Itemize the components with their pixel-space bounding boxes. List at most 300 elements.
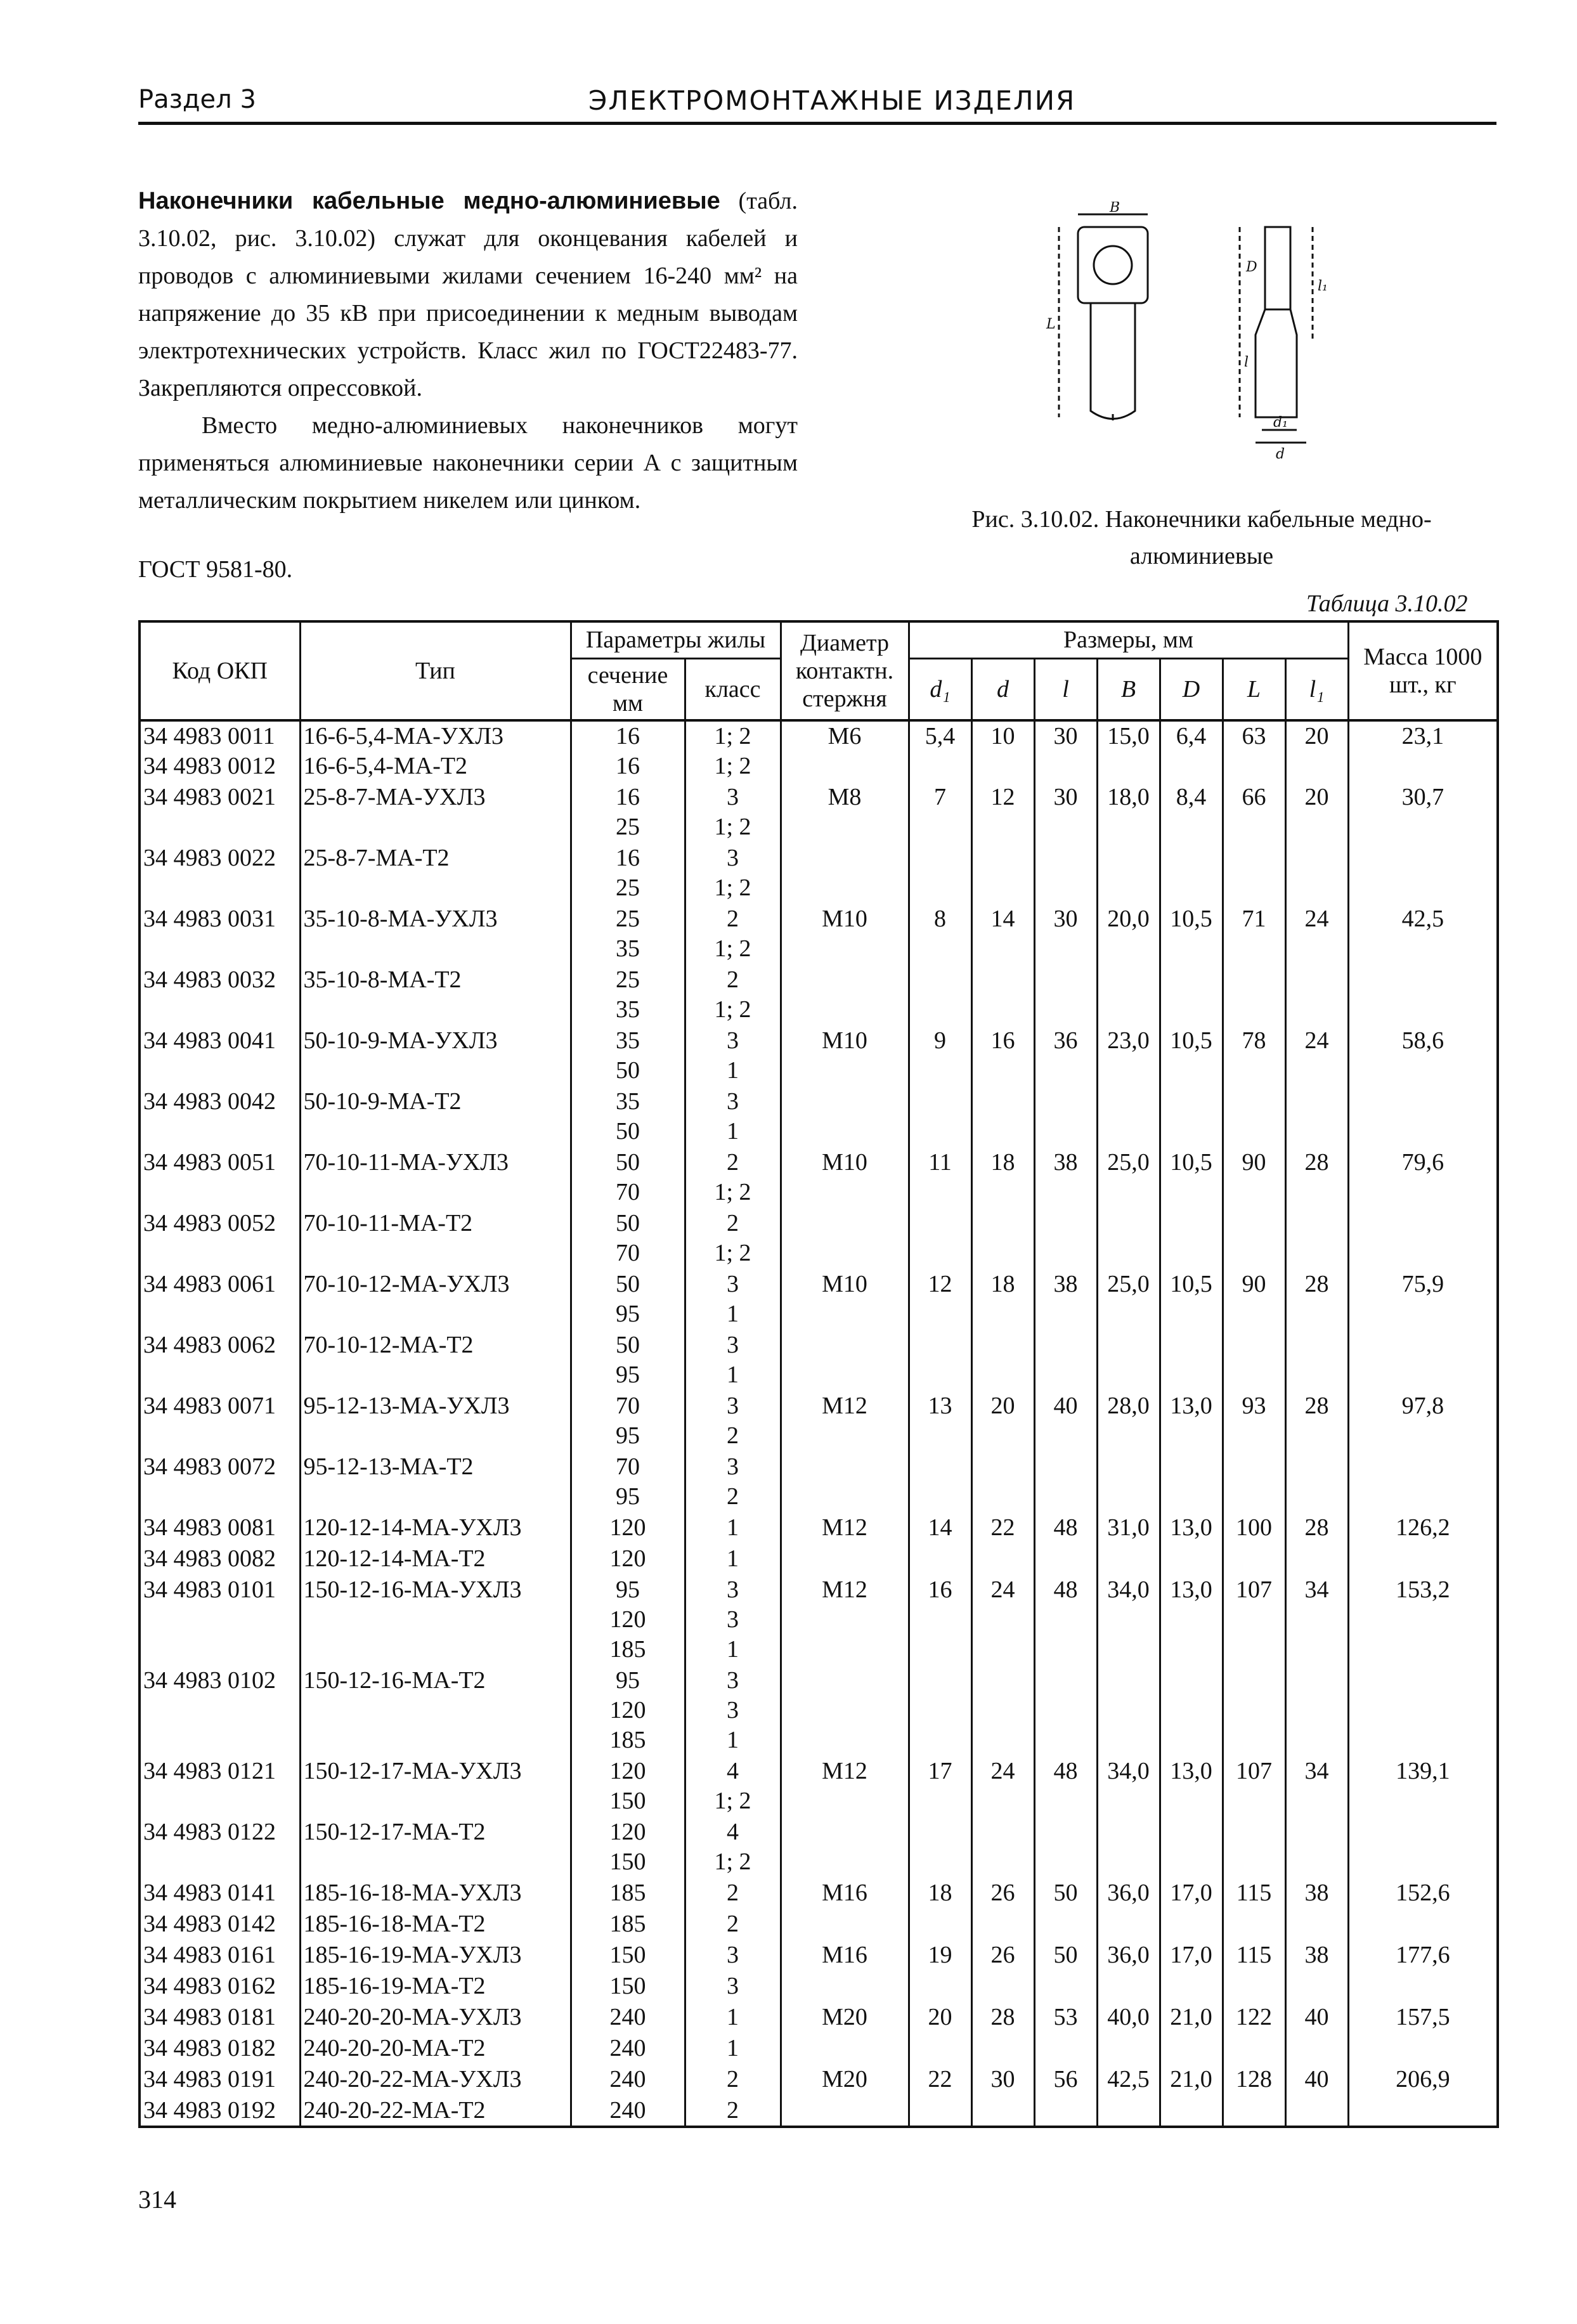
cell-type: 240-20-20-МА-Т2 xyxy=(300,2034,571,2065)
cell-kg xyxy=(1348,1971,1498,2003)
cell-l1 xyxy=(1285,1666,1348,1756)
class-value: 1; 2 xyxy=(714,1179,751,1205)
cell-d1: 20 xyxy=(909,2003,971,2034)
cell-l1 xyxy=(1285,1817,1348,1878)
cell-D: 10,5 xyxy=(1160,1269,1223,1330)
cell-l: 30 xyxy=(1034,720,1097,751)
cell-m xyxy=(781,1971,909,2003)
col-sizes: Размеры, мм xyxy=(909,621,1348,658)
cell-d: 26 xyxy=(971,1878,1034,1909)
cell-d xyxy=(971,1544,1034,1575)
cell-d1 xyxy=(909,1909,971,1940)
cell-okp: 34 4983 0142 xyxy=(140,1909,300,1940)
cell-l: 30 xyxy=(1034,904,1097,965)
cell-D: 13,0 xyxy=(1160,1391,1223,1452)
cell-okp: 34 4983 0041 xyxy=(140,1026,300,1087)
cell-D xyxy=(1160,1087,1223,1148)
cell-D: 10,5 xyxy=(1160,1026,1223,1087)
table-row xyxy=(140,1209,1498,1269)
class-value: 3 xyxy=(727,1576,739,1603)
cell-l: 30 xyxy=(1034,782,1097,843)
cell-type: 50-10-9-МА-Т2 xyxy=(300,1087,571,1148)
col-l1: l₁ xyxy=(1285,658,1348,720)
cell-l xyxy=(1034,1452,1097,1513)
cell-l1 xyxy=(1285,965,1348,1026)
class-value: 2 xyxy=(727,966,739,993)
section-value: 50 xyxy=(616,1210,640,1237)
table-row xyxy=(140,2034,1498,2065)
cell-type: 240-20-22-МА-Т2 xyxy=(300,2096,571,2127)
table-row xyxy=(140,782,1498,843)
cell-d1 xyxy=(909,2096,971,2127)
cell-sec xyxy=(571,904,685,965)
cell-d: 24 xyxy=(971,1575,1034,1666)
cell-type: 95-12-13-МА-УХЛ3 xyxy=(300,1391,571,1452)
cell-D: 13,0 xyxy=(1160,1756,1223,1817)
class-value: 3 xyxy=(727,1606,739,1633)
cell-L: 93 xyxy=(1223,1391,1285,1452)
cell-kg xyxy=(1348,2096,1498,2127)
cell-m xyxy=(781,1209,909,1269)
cell-sec xyxy=(571,2003,685,2034)
cell-D xyxy=(1160,1971,1223,2003)
section-value: 120 xyxy=(609,1606,646,1633)
cell-okp: 34 4983 0032 xyxy=(140,965,300,1026)
cell-okp: 34 4983 0121 xyxy=(140,1756,300,1817)
class-value: 1 xyxy=(727,1361,739,1388)
cell-L: 100 xyxy=(1223,1513,1285,1544)
cell-type: 70-10-12-МА-УХЛ3 xyxy=(300,1269,571,1330)
col-d: d xyxy=(971,658,1034,720)
cell-l1 xyxy=(1285,751,1348,782)
cell-okp: 34 4983 0031 xyxy=(140,904,300,965)
cell-kg: 139,1 xyxy=(1348,1756,1498,1817)
cell-L: 115 xyxy=(1223,1878,1285,1909)
cell-l xyxy=(1034,843,1097,904)
section-value: 16 xyxy=(616,723,640,750)
cell-B xyxy=(1097,1971,1160,2003)
cell-okp: 34 4983 0181 xyxy=(140,2003,300,2034)
cell-D xyxy=(1160,1452,1223,1513)
class-value: 1; 2 xyxy=(714,1788,751,1814)
cell-cls xyxy=(685,1026,781,1087)
class-value: 4 xyxy=(727,1758,739,1784)
class-value: 3 xyxy=(727,1453,739,1480)
table-row xyxy=(140,1544,1498,1575)
cell-okp: 34 4983 0012 xyxy=(140,751,300,782)
col-diameter: Диаметр контактн. стержня xyxy=(781,621,909,720)
cell-m: М10 xyxy=(781,904,909,965)
cell-l1: 28 xyxy=(1285,1391,1348,1452)
cell-l1 xyxy=(1285,1909,1348,1940)
cell-kg: 23,1 xyxy=(1348,720,1498,751)
cell-B: 25,0 xyxy=(1097,1148,1160,1209)
class-value: 1; 2 xyxy=(714,1848,751,1875)
cell-l xyxy=(1034,1909,1097,1940)
cell-l1 xyxy=(1285,1452,1348,1513)
cell-okp: 34 4983 0051 xyxy=(140,1148,300,1209)
cell-l: 56 xyxy=(1034,2065,1097,2096)
cell-cls xyxy=(685,1971,781,2003)
cell-l1 xyxy=(1285,1544,1348,1575)
cell-d xyxy=(971,1817,1034,1878)
cell-B xyxy=(1097,1544,1160,1575)
section-value: 150 xyxy=(609,1788,646,1814)
cell-sec xyxy=(571,1817,685,1878)
cell-cls xyxy=(685,1269,781,1330)
cell-m xyxy=(781,1817,909,1878)
section-value: 120 xyxy=(609,1758,646,1784)
cell-l1: 28 xyxy=(1285,1148,1348,1209)
cell-type: 25-8-7-МА-Т2 xyxy=(300,843,571,904)
cell-d1 xyxy=(909,2034,971,2065)
lug-specs-table xyxy=(138,620,1499,2128)
cell-sec xyxy=(571,1575,685,1666)
section-value: 150 xyxy=(609,1848,646,1875)
cell-L: 115 xyxy=(1223,1940,1285,1971)
cell-sec xyxy=(571,751,685,782)
cell-type: 150-12-16-МА-Т2 xyxy=(300,1666,571,1756)
cell-okp: 34 4983 0011 xyxy=(140,720,300,751)
table-row xyxy=(140,1330,1498,1391)
cell-l xyxy=(1034,1817,1097,1878)
cell-l: 48 xyxy=(1034,1513,1097,1544)
section-value: 16 xyxy=(616,845,640,871)
cell-l: 36 xyxy=(1034,1026,1097,1087)
cell-L xyxy=(1223,1209,1285,1269)
class-value: 1; 2 xyxy=(714,1240,751,1266)
cell-l: 38 xyxy=(1034,1148,1097,1209)
cell-l xyxy=(1034,751,1097,782)
cell-m xyxy=(781,1544,909,1575)
cell-m: М10 xyxy=(781,1026,909,1087)
cell-L xyxy=(1223,1544,1285,1575)
section-value: 35 xyxy=(616,935,640,962)
cell-d xyxy=(971,1330,1034,1391)
col-section: сечение мм xyxy=(571,658,685,720)
cell-m: М12 xyxy=(781,1513,909,1544)
cell-cls xyxy=(685,1575,781,1666)
cell-m: М12 xyxy=(781,1756,909,1817)
cell-cls xyxy=(685,2003,781,2034)
cell-cls xyxy=(685,1391,781,1452)
cell-l: 48 xyxy=(1034,1756,1097,1817)
table-row xyxy=(140,1878,1498,1909)
cell-d: 30 xyxy=(971,2065,1034,2096)
section-value: 16 xyxy=(616,784,640,810)
cell-cls xyxy=(685,2065,781,2096)
section-value: 185 xyxy=(609,1636,646,1663)
cell-d1 xyxy=(909,1666,971,1756)
cell-D xyxy=(1160,2096,1223,2127)
cell-d1: 17 xyxy=(909,1756,971,1817)
cell-m: М10 xyxy=(781,1269,909,1330)
cell-cls xyxy=(685,1756,781,1817)
section-value: 120 xyxy=(609,1819,646,1845)
section-value: 95 xyxy=(616,1483,640,1510)
cell-d xyxy=(971,2096,1034,2127)
class-value: 1 xyxy=(727,1118,739,1145)
cell-cls xyxy=(685,2096,781,2127)
cell-l1: 24 xyxy=(1285,904,1348,965)
second-paragraph: Вместо медно-алюминиевых наконечников могут применяться алюминиевые наконечники серии А с защитным металлическим покрытием никелем или цинком. xyxy=(138,412,798,514)
cell-kg xyxy=(1348,1666,1498,1756)
table-row xyxy=(140,1909,1498,1940)
cell-D xyxy=(1160,1817,1223,1878)
cell-m xyxy=(781,965,909,1026)
cell-d1: 5,4 xyxy=(909,720,971,751)
cell-d: 18 xyxy=(971,1148,1034,1209)
class-value: 3 xyxy=(727,784,739,810)
class-value: 2 xyxy=(727,1149,739,1176)
cell-type: 185-16-19-МА-УХЛ3 xyxy=(300,1940,571,1971)
cell-d1: 22 xyxy=(909,2065,971,2096)
cell-D: 17,0 xyxy=(1160,1878,1223,1909)
cell-D: 21,0 xyxy=(1160,2065,1223,2096)
cell-B xyxy=(1097,1087,1160,1148)
cell-okp: 34 4983 0071 xyxy=(140,1391,300,1452)
class-value: 1; 2 xyxy=(714,996,751,1023)
class-value: 2 xyxy=(727,1210,739,1237)
class-value: 1; 2 xyxy=(714,723,751,750)
cell-L: 128 xyxy=(1223,2065,1285,2096)
table-row xyxy=(140,1087,1498,1148)
cell-cls xyxy=(685,1817,781,1878)
cell-type: 70-10-11-МА-Т2 xyxy=(300,1209,571,1269)
cell-d: 18 xyxy=(971,1269,1034,1330)
cell-d1: 19 xyxy=(909,1940,971,1971)
cell-l1 xyxy=(1285,2096,1348,2127)
cell-type: 185-16-19-МА-Т2 xyxy=(300,1971,571,2003)
cell-L xyxy=(1223,2096,1285,2127)
figure-caption: Рис. 3.10.02. Наконечники кабельные медно-алюминиевые xyxy=(971,506,1432,569)
cell-L xyxy=(1223,1909,1285,1940)
cell-L: 107 xyxy=(1223,1575,1285,1666)
section-value: 25 xyxy=(616,906,640,932)
cell-B: 34,0 xyxy=(1097,1756,1160,1817)
cell-d: 26 xyxy=(971,1940,1034,1971)
cell-D: 17,0 xyxy=(1160,1940,1223,1971)
cell-sec xyxy=(571,1209,685,1269)
cell-sec xyxy=(571,1666,685,1756)
class-value: 1 xyxy=(727,1545,739,1572)
cell-D xyxy=(1160,1209,1223,1269)
cell-cls xyxy=(685,2034,781,2065)
chapter-title: ЭЛЕКТРОМОНТАЖНЫЕ ИЗДЕЛИЯ xyxy=(588,85,1076,116)
cell-B: 36,0 xyxy=(1097,1878,1160,1909)
cell-okp: 34 4983 0062 xyxy=(140,1330,300,1391)
cell-m xyxy=(781,1666,909,1756)
cell-l1: 40 xyxy=(1285,2003,1348,2034)
cell-okp: 34 4983 0161 xyxy=(140,1940,300,1971)
cell-D: 13,0 xyxy=(1160,1513,1223,1544)
cell-L: 78 xyxy=(1223,1026,1285,1087)
cell-B: 18,0 xyxy=(1097,782,1160,843)
cell-B xyxy=(1097,1817,1160,1878)
cell-kg xyxy=(1348,965,1498,1026)
class-value: 2 xyxy=(727,1911,739,1937)
cell-okp: 34 4983 0061 xyxy=(140,1269,300,1330)
section-value: 16 xyxy=(616,753,640,779)
cell-cls xyxy=(685,1452,781,1513)
table-row xyxy=(140,1513,1498,1544)
cell-d1: 16 xyxy=(909,1575,971,1666)
col-mass: Масса 1000 шт., кг xyxy=(1348,621,1498,720)
cell-type: 70-10-12-МА-Т2 xyxy=(300,1330,571,1391)
section-value: 50 xyxy=(616,1332,640,1358)
section-value: 150 xyxy=(609,1942,646,1968)
cell-sec xyxy=(571,1878,685,1909)
section-value: 50 xyxy=(616,1271,640,1297)
cell-d1: 11 xyxy=(909,1148,971,1209)
class-value: 2 xyxy=(727,2097,739,2124)
cell-sec xyxy=(571,1087,685,1148)
cell-d xyxy=(971,965,1034,1026)
cell-cls xyxy=(685,751,781,782)
cell-type: 150-12-17-МА-Т2 xyxy=(300,1817,571,1878)
cell-m xyxy=(781,2096,909,2127)
section-value: 95 xyxy=(616,1301,640,1327)
class-value: 1 xyxy=(727,1514,739,1541)
col-L: L xyxy=(1223,658,1285,720)
cell-m: М12 xyxy=(781,1575,909,1666)
cell-d1: 12 xyxy=(909,1269,971,1330)
cell-okp: 34 4983 0022 xyxy=(140,843,300,904)
cell-kg: 177,6 xyxy=(1348,1940,1498,1971)
cell-D xyxy=(1160,2034,1223,2065)
cell-type: 16-6-5,4-МА-УХЛ3 xyxy=(300,720,571,751)
cell-L: 71 xyxy=(1223,904,1285,965)
cell-B xyxy=(1097,1909,1160,1940)
cell-l1: 20 xyxy=(1285,782,1348,843)
cell-sec xyxy=(571,1026,685,1087)
section-value: 120 xyxy=(609,1697,646,1724)
table-row xyxy=(140,843,1498,904)
cell-l xyxy=(1034,2034,1097,2065)
class-value: 3 xyxy=(727,1392,739,1419)
cell-sec xyxy=(571,720,685,751)
section-value: 95 xyxy=(616,1361,640,1388)
cell-d1 xyxy=(909,1544,971,1575)
cell-l1 xyxy=(1285,1087,1348,1148)
cell-cls xyxy=(685,1209,781,1269)
cell-B: 15,0 xyxy=(1097,720,1160,751)
cell-d1: 7 xyxy=(909,782,971,843)
class-value: 3 xyxy=(727,845,739,871)
class-value: 1 xyxy=(727,1727,739,1753)
class-value: 1 xyxy=(727,1057,739,1084)
cell-sec xyxy=(571,965,685,1026)
cell-kg xyxy=(1348,1209,1498,1269)
cell-d: 12 xyxy=(971,782,1034,843)
cell-L xyxy=(1223,1452,1285,1513)
section-value: 185 xyxy=(609,1879,646,1906)
class-value: 2 xyxy=(727,906,739,932)
class-value: 2 xyxy=(727,1879,739,1906)
cell-type: 240-20-22-МА-УХЛ3 xyxy=(300,2065,571,2096)
dim-D-label: D xyxy=(1246,259,1257,275)
cell-kg: 75,9 xyxy=(1348,1269,1498,1330)
cell-L xyxy=(1223,751,1285,782)
section-value: 240 xyxy=(609,2066,646,2093)
cell-L xyxy=(1223,1817,1285,1878)
table-caption: Таблица 3.10.02 xyxy=(1306,590,1468,617)
cell-kg: 157,5 xyxy=(1348,2003,1498,2034)
cell-d: 22 xyxy=(971,1513,1034,1544)
cell-cls xyxy=(685,843,781,904)
table-row xyxy=(140,1666,1498,1756)
col-params: Параметры жилы xyxy=(571,621,781,658)
cell-d: 24 xyxy=(971,1756,1034,1817)
cell-kg xyxy=(1348,843,1498,904)
cell-type: 185-16-18-МА-УХЛ3 xyxy=(300,1878,571,1909)
class-value: 1; 2 xyxy=(714,874,751,901)
cell-L xyxy=(1223,2034,1285,2065)
cell-okp: 34 4983 0192 xyxy=(140,2096,300,2127)
table-row xyxy=(140,2065,1498,2096)
running-header xyxy=(138,82,1496,125)
section-value: 25 xyxy=(616,814,640,840)
cell-type: 35-10-8-МА-УХЛ3 xyxy=(300,904,571,965)
cell-type: 150-12-16-МА-УХЛ3 xyxy=(300,1575,571,1666)
section-value: 50 xyxy=(616,1118,640,1145)
cell-type: 35-10-8-МА-Т2 xyxy=(300,965,571,1026)
table-row xyxy=(140,904,1498,965)
cell-l1: 28 xyxy=(1285,1513,1348,1544)
cell-d: 16 xyxy=(971,1026,1034,1087)
cell-l1: 28 xyxy=(1285,1269,1348,1330)
cell-type: 120-12-14-МА-Т2 xyxy=(300,1544,571,1575)
cell-D xyxy=(1160,1666,1223,1756)
cell-l: 50 xyxy=(1034,1878,1097,1909)
cell-kg: 126,2 xyxy=(1348,1513,1498,1544)
cell-okp: 34 4983 0101 xyxy=(140,1575,300,1666)
cell-d1 xyxy=(909,1452,971,1513)
cell-m xyxy=(781,1909,909,1940)
cell-m: М10 xyxy=(781,1148,909,1209)
cell-D xyxy=(1160,965,1223,1026)
cell-d xyxy=(971,1971,1034,2003)
class-value: 2 xyxy=(727,1422,739,1449)
cell-cls xyxy=(685,1878,781,1909)
cell-okp: 34 4983 0162 xyxy=(140,1971,300,2003)
section-value: 150 xyxy=(609,1973,646,1999)
section-value: 240 xyxy=(609,2097,646,2124)
cell-okp: 34 4983 0021 xyxy=(140,782,300,843)
cell-B xyxy=(1097,965,1160,1026)
cell-d1 xyxy=(909,1330,971,1391)
section-value: 95 xyxy=(616,1576,640,1603)
cell-d xyxy=(971,1087,1034,1148)
cell-l1: 34 xyxy=(1285,1756,1348,1817)
cell-l1: 38 xyxy=(1285,1878,1348,1909)
cell-okp: 34 4983 0182 xyxy=(140,2034,300,2065)
cell-cls xyxy=(685,965,781,1026)
cell-type: 120-12-14-МА-УХЛ3 xyxy=(300,1513,571,1544)
cell-B xyxy=(1097,843,1160,904)
cell-L: 107 xyxy=(1223,1756,1285,1817)
cell-d1 xyxy=(909,1817,971,1878)
cell-l1: 38 xyxy=(1285,1940,1348,1971)
section-value: 25 xyxy=(616,874,640,901)
dim-d1-label: d₁ xyxy=(1273,415,1288,431)
table-row xyxy=(140,1940,1498,1971)
cell-d1 xyxy=(909,751,971,782)
cell-l xyxy=(1034,1971,1097,2003)
cell-sec xyxy=(571,1330,685,1391)
cell-L xyxy=(1223,1666,1285,1756)
cell-d1: 14 xyxy=(909,1513,971,1544)
